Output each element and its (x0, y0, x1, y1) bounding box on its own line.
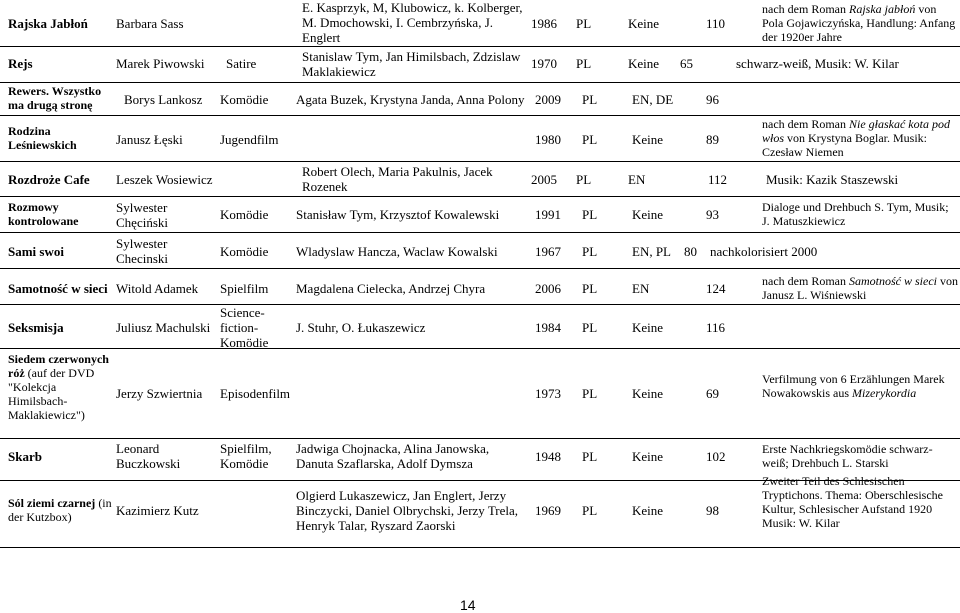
film-subtitles: Keine (632, 132, 664, 147)
film-country: PL (582, 281, 598, 296)
film-minutes: 93 (706, 207, 719, 222)
film-director: Leonard Buczkowski (116, 441, 181, 471)
row-divider (0, 547, 960, 548)
film-minutes: 65 (680, 56, 693, 71)
film-title: Rajska Jabłoń (8, 16, 88, 31)
film-minutes: 98 (706, 503, 719, 518)
film-country: PL (582, 386, 598, 401)
film-subtitles: Keine (632, 386, 664, 401)
film-subtitles: EN, DE (632, 92, 674, 107)
film-genre: Episodenfilm (220, 386, 291, 401)
film-genre: Jugendfilm (220, 132, 279, 147)
film-minutes: 102 (706, 449, 726, 464)
film-genre: Spielfilm (220, 281, 269, 296)
film-director: Witold Adamek (116, 281, 199, 296)
film-subtitles: EN (628, 172, 646, 187)
row-divider (0, 304, 960, 305)
film-title: Rozmowy kontrolowane (8, 200, 79, 228)
film-director: Sylwester Checinski (116, 236, 168, 266)
film-title-extra: (in der Kutzbox) (8, 496, 112, 524)
film-title: Rodzina Leśniewskich (8, 124, 77, 152)
film-genre: Komödie (220, 92, 269, 107)
film-minutes: 80 (684, 244, 697, 259)
film-genre: Komödie (220, 244, 269, 259)
film-year: 1948 (535, 449, 561, 464)
film-minutes: 69 (706, 386, 719, 401)
film-title: Rozdroże Cafe (8, 172, 90, 187)
film-title-extra: (auf der DVD "Kolekcja Himilsbach-Maklakiewicz") (8, 366, 95, 422)
film-title: Siedem czerwonych róż (8, 352, 109, 380)
film-notes: schwarz-weiß, Musik: W. Kilar (736, 56, 899, 71)
film-year: 1969 (535, 503, 561, 518)
film-cast: Agata Buzek, Krystyna Janda, Anna Polony (296, 92, 525, 107)
film-year: 2005 (531, 172, 557, 187)
film-genre: Science-fiction-Komödie (220, 305, 269, 350)
film-title-block (8, 496, 112, 524)
film-minutes: 112 (708, 172, 728, 187)
film-year: 2009 (535, 92, 561, 107)
film-notes: Dialoge und Drehbuch S. Tym, Musik; J. Matuszkiewicz (762, 200, 949, 228)
film-minutes: 124 (706, 281, 726, 296)
film-year: 1970 (531, 56, 557, 71)
film-subtitles: Keine (632, 449, 664, 464)
film-notes: nach dem Roman Samotność w sieci von Janusz L. Wiśniewski (762, 274, 958, 302)
film-subtitles: Keine (632, 320, 664, 335)
film-year: 1991 (535, 207, 561, 222)
film-notes: nach dem Roman Nie głaskać kota pod włos von Krystyna Boglar. Musik: Czesław Niemen (762, 117, 950, 159)
film-cast: Stanislaw Tym, Jan Himilsbach, Zdzislaw Maklakiewicz (302, 49, 521, 79)
film-cast: Jadwiga Chojnacka, Alina Janowska, Danuta Szaflarska, Adolf Dymsza (296, 441, 490, 471)
film-notes: Verfilmung von 6 Erzählungen Marek Nowakowskis aus Mizerykordia (762, 372, 945, 400)
row-divider (0, 115, 960, 116)
film-subtitles: Keine (632, 503, 664, 518)
row-divider (0, 348, 960, 349)
film-title: Sól ziemi czarnej (8, 496, 96, 510)
film-year: 1967 (535, 244, 561, 259)
film-director: Kazimierz Kutz (116, 503, 199, 518)
film-year: 2006 (535, 281, 561, 296)
film-country: PL (582, 92, 598, 107)
film-title: Seksmisja (8, 320, 64, 335)
film-director: Sylwester Chęciński (116, 200, 168, 230)
film-subtitles: Keine (628, 16, 660, 31)
film-minutes: 96 (706, 92, 719, 107)
film-director: Leszek Wosiewicz (116, 172, 213, 187)
film-cast: Stanisław Tym, Krzysztof Kowalewski (296, 207, 500, 222)
film-director: Jerzy Szwiertnia (116, 386, 203, 401)
film-title-block (8, 352, 112, 422)
film-year: 1980 (535, 132, 561, 147)
film-subtitles: EN (632, 281, 650, 296)
film-title: Skarb (8, 449, 42, 464)
film-title: Rejs (8, 56, 33, 71)
page-number: 14 (460, 597, 476, 613)
film-notes: nach dem Roman Rajska jabłoń von Pola Gojawiczyńska, Handlung: Anfang der 1920er Jahre (762, 2, 956, 44)
film-cast: J. Stuhr, O. Łukaszewicz (296, 320, 426, 335)
film-notes: Erste Nachkriegskomödie schwarz-weiß; Drehbuch L. Starski (762, 442, 933, 470)
film-cast: Robert Olech, Maria Pakulnis, Jacek Rozenek (302, 164, 493, 194)
film-country: PL (582, 449, 598, 464)
film-country: PL (576, 172, 592, 187)
film-minutes: 110 (706, 16, 726, 31)
row-divider (0, 196, 960, 197)
film-genre: Satire (226, 56, 257, 71)
film-subtitles: Keine (632, 207, 664, 222)
film-director: Barbara Sass (116, 16, 184, 31)
film-cast: E. Kasprzyk, M, Klubowicz, k. Kolberger, M. Dmochowski, I. Cembrzyńska, J. Englert (302, 0, 523, 45)
film-minutes: 116 (706, 320, 726, 335)
film-notes: Zweiter Teil des Schlesischen Tryptichons. Thema: Oberschlesische Kultur, Schlesischer Aufstand 1920 Musik: W. Kilar (762, 474, 943, 530)
film-country: PL (582, 207, 598, 222)
row-divider (0, 82, 960, 83)
film-notes: nachkolorisiert 2000 (710, 244, 818, 259)
film-title: Rewers. Wszystko ma drugą stronę (8, 84, 102, 112)
film-subtitles: EN, PL (632, 244, 671, 259)
film-genre: Komödie (220, 207, 269, 222)
film-country: PL (582, 503, 598, 518)
film-subtitles: Keine (628, 56, 660, 71)
film-country: PL (582, 132, 598, 147)
row-divider (0, 268, 960, 269)
film-director: Janusz Łęski (116, 132, 183, 147)
film-year: 1984 (535, 320, 561, 335)
film-director: Marek Piwowski (116, 56, 205, 71)
film-cast: Olgierd Lukaszewicz, Jan Englert, Jerzy Binczycki, Daniel Olbrychski, Jerzy Trela, Henryk Talar, Ryszard Zaorski (296, 488, 519, 533)
row-divider (0, 438, 960, 439)
film-title: Sami swoi (8, 244, 64, 259)
film-director: Juliusz Machulski (116, 320, 211, 335)
film-title: Samotność w sieci (8, 281, 108, 296)
film-country: PL (576, 56, 592, 71)
film-cast: Magdalena Cielecka, Andrzej Chyra (296, 281, 486, 296)
film-country: PL (582, 320, 598, 335)
row-divider (0, 46, 960, 47)
row-divider (0, 232, 960, 233)
film-genre: Spielfilm, Komödie (220, 441, 272, 471)
film-director: Borys Lankosz (124, 92, 203, 107)
film-minutes: 89 (706, 132, 719, 147)
film-year: 1986 (531, 16, 557, 31)
film-cast: Wladyslaw Hancza, Waclaw Kowalski (296, 244, 498, 259)
film-country: PL (582, 244, 598, 259)
row-divider (0, 161, 960, 162)
film-notes: Musik: Kazik Staszewski (766, 172, 899, 187)
film-year: 1973 (535, 386, 561, 401)
film-country: PL (576, 16, 592, 31)
